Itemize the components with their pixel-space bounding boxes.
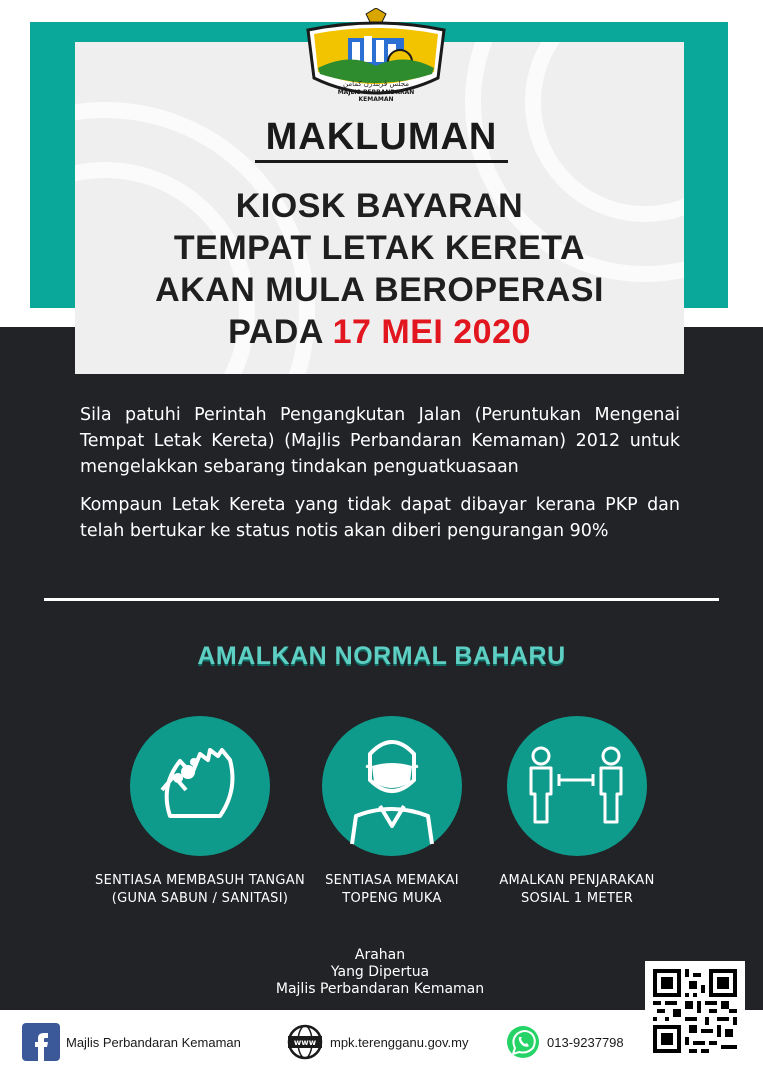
signoff-line2: Yang Dipertua bbox=[330, 964, 430, 980]
signoff-line1: Arahan bbox=[354, 947, 406, 963]
caption-face-mask-line2: TOPENG MUKA bbox=[342, 891, 442, 906]
caption-face-mask-line1: SENTIASA MEMAKAI bbox=[325, 873, 459, 888]
caption-hand-wash-line2: (GUNA SABUN / SANITASI) bbox=[111, 891, 289, 906]
website-badge-text: www bbox=[293, 1038, 317, 1047]
whatsapp-label: 013-9237798 bbox=[547, 1034, 624, 1050]
caption-social-distance bbox=[457, 872, 697, 908]
footer-website[interactable] bbox=[286, 1022, 469, 1062]
caption-hand-wash-line1: SENTIASA MEMBASUH TANGAN bbox=[95, 873, 305, 888]
facebook-icon bbox=[22, 1023, 60, 1061]
logo-org-line1: MAJLIS PERBANDARAN bbox=[337, 89, 415, 96]
face-mask-icon bbox=[322, 716, 462, 856]
normal-baharu-title: AMALKAN NORMAL BAHARU bbox=[197, 642, 566, 670]
footer-facebook[interactable] bbox=[22, 1022, 241, 1062]
footer-whatsapp[interactable] bbox=[505, 1022, 624, 1062]
notice-title-underline bbox=[255, 160, 508, 163]
headline-line-3: AKAN MULA BEROPERASI bbox=[155, 271, 604, 309]
date-prefix: PADA bbox=[228, 313, 323, 351]
headline-date-line bbox=[75, 310, 684, 354]
headline-line-2: TEMPAT LETAK KERETA bbox=[173, 229, 586, 267]
signoff-line3: Majlis Perbandaran Kemaman bbox=[275, 981, 485, 997]
logo-arabic-text: مجلس ڤربندرن كمامن bbox=[342, 80, 410, 88]
hand-wash-icon bbox=[130, 716, 270, 856]
facebook-label: Majlis Perbandaran Kemaman bbox=[66, 1034, 241, 1050]
notice-title: MAKLUMAN bbox=[265, 116, 498, 158]
logo-org-line2: KEMAMAN bbox=[358, 96, 394, 103]
social-distance-icon bbox=[507, 716, 647, 856]
website-label: mpk.terengganu.gov.my bbox=[330, 1034, 469, 1050]
section-divider bbox=[44, 598, 719, 601]
globe-icon bbox=[286, 1023, 324, 1061]
caption-social-distance-line2: SOSIAL 1 METER bbox=[520, 891, 634, 906]
date-highlight: 17 MEI 2020 bbox=[332, 313, 531, 351]
paragraph-regulation: Sila patuhi Perintah Pengangkutan Jalan (Peruntukan Mengenai Tempat Letak Kereta) (Majlis Perbandaran Kemaman) 2012 untuk mengelakkan sebarang tindakan penguatkuasaan bbox=[80, 405, 680, 477]
headline-line-1: KIOSK BAYARAN bbox=[235, 187, 524, 225]
paragraph-compound: Kompaun Letak Kereta yang tidak dapat dibayar kerana PKP dan telah bertukar ke status notis akan diberi pengurangan 90% bbox=[80, 495, 680, 541]
whatsapp-icon bbox=[505, 1024, 541, 1060]
mpk-logo bbox=[300, 8, 452, 104]
caption-social-distance-line1: AMALKAN PENJARAKAN bbox=[499, 873, 655, 888]
qr-code-icon bbox=[653, 969, 737, 1053]
qr-code[interactable] bbox=[645, 961, 745, 1061]
